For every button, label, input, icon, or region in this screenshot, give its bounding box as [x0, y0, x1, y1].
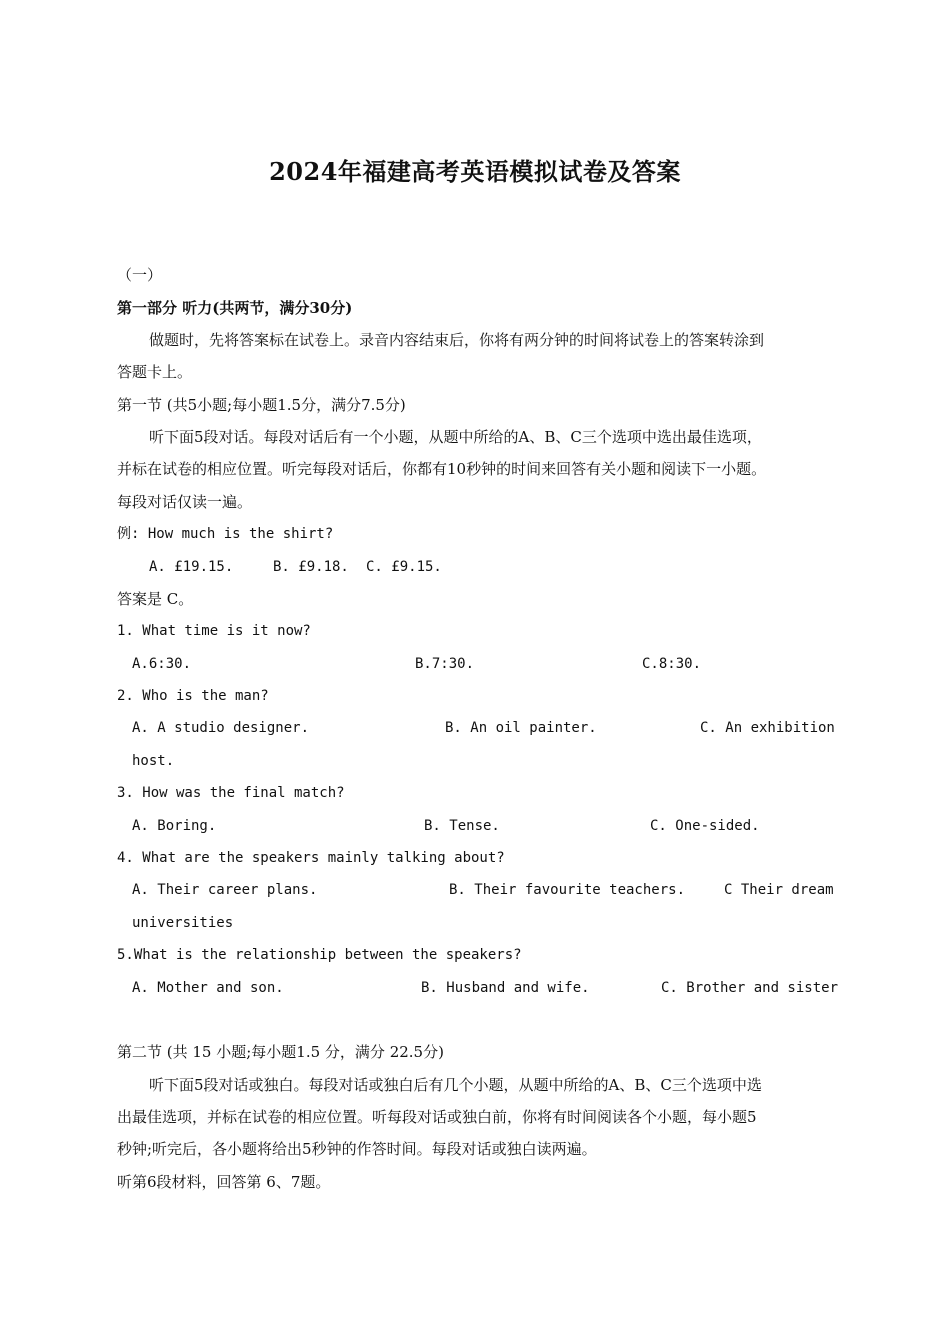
q3-option-a: A. Boring.	[132, 818, 217, 834]
section1-line-1: 听下面5段对话。每段对话后有一个小题，从题中所给的A、B、C三个选项中选出最佳选项，	[149, 428, 762, 446]
q4-option-a: A. Their career plans.	[132, 882, 318, 898]
question-2: 2. Who is the man?	[117, 688, 269, 704]
q2-option-c-continued: host.	[132, 753, 175, 769]
question-3: 3. How was the final match?	[117, 785, 345, 801]
q4-option-b: B. Their favourite teachers.	[449, 882, 686, 898]
example-question: 例: How much is the shirt?	[117, 526, 334, 542]
q4-option-c-continued: universities	[132, 915, 234, 931]
part1-heading: 第一部分 听力(共两节，满分30分)	[117, 299, 353, 317]
q1-option-b: B.7:30.	[415, 656, 475, 672]
q2-option-a: A. A studio designer.	[132, 720, 310, 736]
example-option-b: B. £9.18.	[273, 559, 349, 575]
example-option-a: A. £19.15.	[149, 559, 234, 575]
section1-line-3: 每段对话仅读一遍。	[117, 493, 253, 511]
section2-heading: 第二节 (共 15 小题;每小题1.5 分，满分 22.5分)	[117, 1043, 444, 1061]
q1-option-a: A.6:30.	[132, 656, 192, 672]
q5-option-a: A. Mother and son.	[132, 980, 284, 996]
question-1: 1. What time is it now?	[117, 623, 311, 639]
section2-line-1: 听下面5段对话或独白。每段对话或独白后有几个小题，从题中所给的A、B、C三个选项中选	[149, 1076, 762, 1094]
q5-option-b: B. Husband and wife.	[421, 980, 590, 996]
section2-line-2: 出最佳选项，并标在试卷的相应位置。听每段对话或独白前，你将有时间阅读各个小题，每小题5	[117, 1108, 757, 1126]
section1-line-2: 并标在试卷的相应位置。听完每段对话后，你都有10秒钟的时间来回答有关小题和阅读下一小题。	[117, 460, 767, 478]
intro-line-2: 答题卡上。	[117, 363, 193, 381]
q2-option-b: B. An oil painter.	[445, 720, 597, 736]
q3-option-c: C. One-sided.	[650, 818, 760, 834]
q1-option-c: C.8:30.	[642, 656, 702, 672]
section-marker: （一）	[117, 266, 163, 284]
question-5: 5.What is the relationship between the speakers?	[117, 947, 522, 963]
example-answer: 答案是 C。	[117, 590, 194, 608]
q5-option-c: C. Brother and sister	[661, 980, 839, 996]
section2-material: 听第6段材料，回答第 6、7题。	[117, 1173, 331, 1191]
q2-option-c: C. An exhibition	[700, 720, 835, 736]
question-4: 4. What are the speakers mainly talking about?	[117, 850, 505, 866]
q4-option-c: C Their dream	[724, 882, 834, 898]
section1-heading: 第一节 (共5小题;每小题1.5分，满分7.5分)	[117, 396, 406, 414]
intro-line-1: 做题时，先将答案标在试卷上。录音内容结束后，你将有两分钟的时间将试卷上的答案转涂到	[149, 331, 765, 349]
q3-option-b: B. Tense.	[424, 818, 500, 834]
section2-line-3: 秒钟;听完后，各小题将给出5秒钟的作答时间。每段对话或独白读两遍。	[117, 1140, 597, 1158]
page-title: 2024年福建高考英语模拟试卷及答案	[269, 157, 681, 186]
example-option-c: C. £9.15.	[366, 559, 442, 575]
